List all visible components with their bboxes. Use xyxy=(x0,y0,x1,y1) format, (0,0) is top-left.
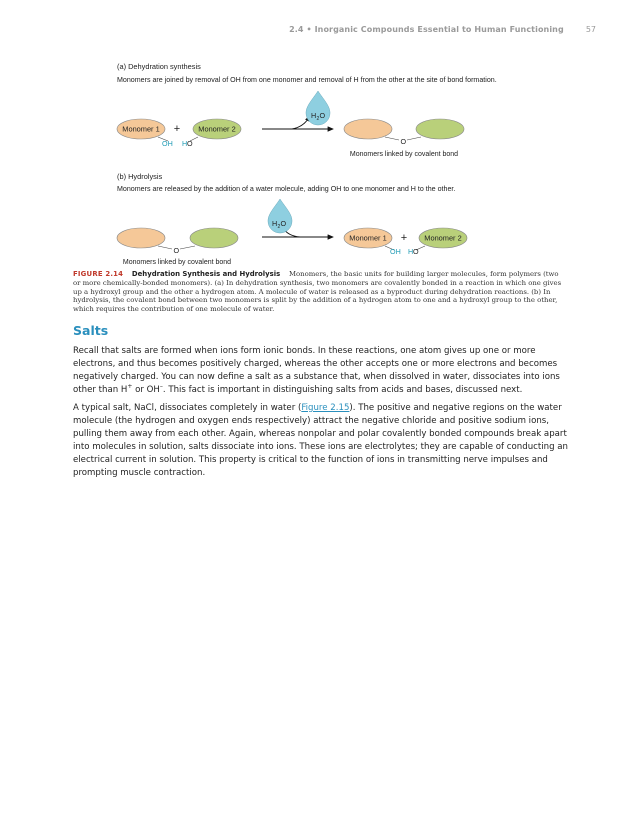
panel-a-water-h: H xyxy=(311,111,317,120)
paragraph-1-part-b: or OH xyxy=(132,384,160,395)
panel-b-reactant-monomer-1 xyxy=(117,228,165,248)
panel-a-product-monomer-1 xyxy=(344,119,392,139)
panel-b-reactant-monomer-2 xyxy=(190,228,238,248)
panel-a-water-sub: 2 xyxy=(316,116,320,122)
figure-2-15-link[interactable]: Figure 2.15 xyxy=(301,403,350,413)
running-header-title: 2.4 • Inorganic Compounds Essential to Human Functioning xyxy=(289,25,564,34)
paragraph-1 xyxy=(73,345,568,397)
panel-a-product-label: Monomers linked by covalent bond xyxy=(349,151,459,158)
panel-a-oh: OH xyxy=(162,139,173,148)
superscript-minus: – xyxy=(159,382,163,390)
panel-b-monomer-1-label: Monomer 1 xyxy=(349,233,387,243)
paragraph-2-part-a: A typical salt, NaCl, dissociates completely in water ( xyxy=(73,403,302,413)
figure-caption-text: Monomers, the basic units for building larger molecules, form polymers (two or more chemically-bonded monomers). (a) In dehydration synthesis, two monomers are covalently bonded in a reaction in which one gives up a hydroxyl group and the other a hydrogen atom. A molecule of water is released as a byproduct during dehydration reactions. (b) In hydrolysis, the covalent bond between two monomers is split by the addition of a hydrogen atom to one and a hydroxyl group to the other, which requires the contribution of one molecule of water. xyxy=(73,270,562,314)
panel-b-plus: + xyxy=(400,232,408,244)
panel-b-description: Monomers are released by the addition of a water molecule, adding OH to one monomer and H to the other. xyxy=(117,185,456,193)
panel-b-water-o: O xyxy=(280,219,287,228)
panel-b-oh: OH xyxy=(390,247,401,256)
panel-a-h: H xyxy=(182,139,188,148)
panel-a-o: O xyxy=(187,139,193,148)
panel-b-reactant-label: Monomers linked by covalent bond xyxy=(122,259,232,266)
superscript-plus: + xyxy=(127,382,133,390)
paragraph-1-part-a: Recall that salts are formed when ions form ionic bonds. In these reactions, one atom gives up one or more electrons, and thus becomes positively charged, whereas the other accepts one or more electrons and becomes negatively charged. You can now define a salt as a substance that, when dissolved in water, dissociates into ions other than H xyxy=(73,346,560,395)
panel-b-water-h: H xyxy=(272,219,278,228)
panel-a-label: (a) Dehydration synthesis xyxy=(117,62,201,71)
panel-b-bond-o: O xyxy=(173,246,180,255)
panel-a-bond-o: O xyxy=(400,137,407,146)
figure-caption xyxy=(73,270,563,314)
panel-a-diagram xyxy=(117,91,464,158)
section-title: Salts xyxy=(73,323,109,338)
page-number: 57 xyxy=(585,25,596,34)
panel-b-diagram xyxy=(117,199,467,266)
panel-b-o: O xyxy=(413,247,419,256)
figure-title: Dehydration Synthesis and Hydrolysis xyxy=(131,270,281,278)
paragraph-2-part-b: ). The positive and negative regions on the water molecule (the hydrogen and oxygen ends respectively) attract the negative chloride and positive sodium ions, pulling them away from each other. Again, whereas nonpolar and polar covalently bonded compounds break apart into molecules in solution, salts dissociate into ions. These ions are electrolytes; they are capable of conducting an electrical current in solution. This property is critical to the function of ions in transmitting nerve impulses and prompting muscle contraction. xyxy=(73,403,568,478)
panel-b-label: (b) Hydrolysis xyxy=(117,172,163,181)
figure-number: FIGURE 2.14 xyxy=(73,270,124,278)
panel-a-water-o: O xyxy=(319,111,326,120)
panel-a-monomer-2-label: Monomer 2 xyxy=(198,124,236,134)
panel-a-plus: + xyxy=(173,123,181,135)
paragraph-1-part-c: . This fact is important in distinguishing salts from acids and bases, discussed next. xyxy=(162,384,523,395)
panel-a-monomer-1-label: Monomer 1 xyxy=(122,124,160,134)
panel-a-product-monomer-2 xyxy=(416,119,464,139)
reaction-diagram xyxy=(0,0,630,270)
panel-a-description: Monomers are joined by removal of OH from one monomer and removal of H from the other at the site of bond formation. xyxy=(117,76,497,84)
paragraph-2 xyxy=(73,402,568,479)
panel-b-monomer-2-label: Monomer 2 xyxy=(424,233,462,243)
panel-b-h: H xyxy=(408,247,414,256)
panel-b-water-sub: 2 xyxy=(277,224,281,230)
